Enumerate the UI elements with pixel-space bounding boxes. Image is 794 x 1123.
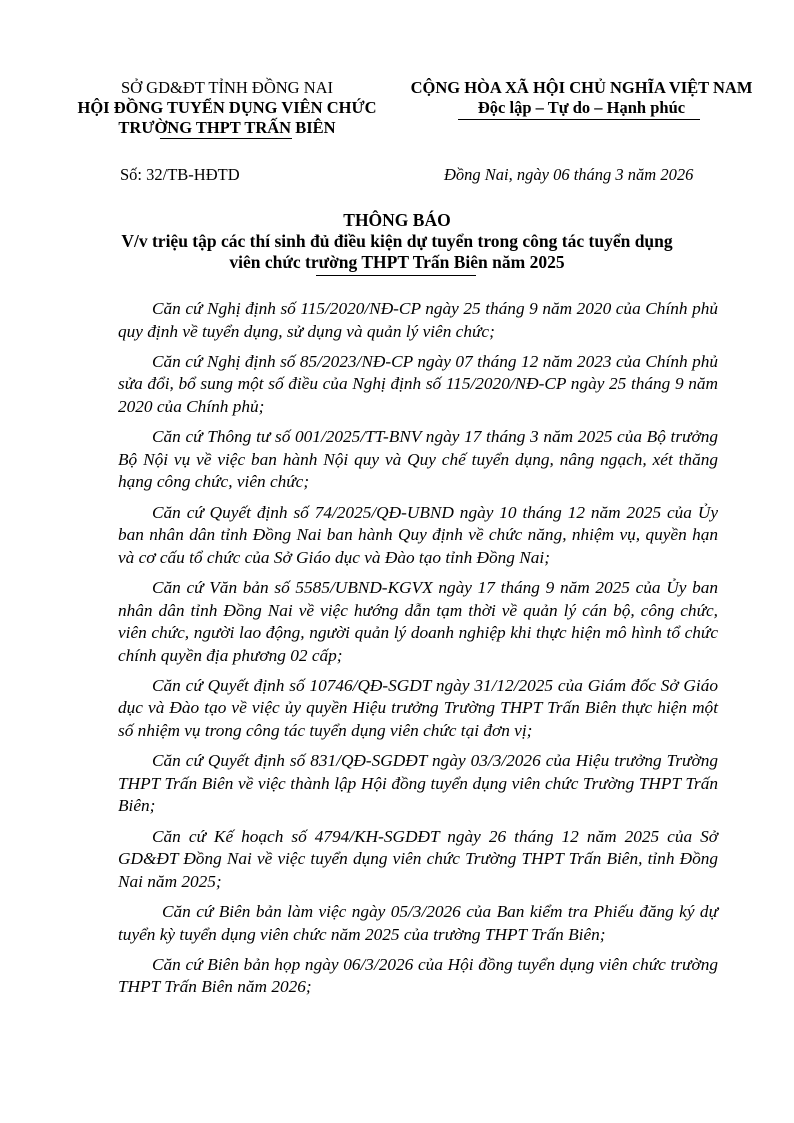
department-name: SỞ GD&ĐT TỈNH ĐỒNG NAI	[120, 78, 334, 97]
title-subject-line-1: V/v triệu tập các thí sinh đủ điều kiện dự tuyển trong công tác tuyển dụng	[121, 231, 673, 251]
country-name: CỘNG HÒA XÃ HỘI CHỦ NGHĨA VIỆT NAM	[410, 78, 753, 97]
legal-basis-paragraph: Căn cứ Kế hoạch số 4794/KH-SGDĐT ngày 26 tháng 12 năm 2025 của Sở GD&ĐT Đồng Nai về việc tuyển dụng viên chức Trường THPT Trấn Biên, tỉnh Đồng Nai năm 2025;	[118, 826, 718, 891]
school-name: TRƯỜNG THPT TRẤN BIÊN	[118, 118, 336, 137]
legal-basis-paragraph: Căn cứ Nghị định số 115/2020/NĐ-CP ngày 25 tháng 9 năm 2020 của Chính phủ quy định về tuyển dụng, sử dụng và quản lý viên chức;	[118, 299, 718, 341]
legal-basis-paragraph: Căn cứ Văn bản số 5585/UBND-KGVX ngày 17 tháng 9 năm 2025 của Ủy ban nhân dân tỉnh Đồng Nai về việc hướng dẫn tạm thời về quản lý cán bộ, công chức, viên chức, người lao động, người quản lý doanh nghiệp khi thực hiện mô hình tổ chức chính quyền địa phương 02 cấp;	[118, 577, 718, 665]
agency-underline	[160, 138, 292, 139]
legal-basis-paragraph: Căn cứ Quyết định số 831/QĐ-SGDĐT ngày 03/3/2026 của Hiệu trưởng Trường THPT Trấn Biên về việc thành lập Hội đồng tuyển dụng viên chức Trường THPT Trấn Biên;	[118, 751, 718, 816]
document-title	[60, 210, 734, 273]
motto-underline	[458, 119, 700, 120]
subject-underline	[316, 275, 476, 276]
national-header	[394, 78, 769, 118]
council-name: HỘI ĐỒNG TUYỂN DỤNG VIÊN CHỨC	[77, 98, 377, 117]
legal-basis-paragraph: Căn cứ Biên bản làm việc ngày 05/3/2026 của Ban kiểm tra Phiếu đăng ký dự tuyển kỳ tuyển dụng viên chức năm 2025 của trường THPT Trấn Biên;	[118, 902, 718, 944]
national-motto: Độc lập – Tự do – Hạnh phúc	[477, 98, 686, 117]
legal-basis-paragraph: Căn cứ Biên bản họp ngày 06/3/2026 của Hội đồng tuyển dụng viên chức trường THPT Trấn Biên năm 2026;	[118, 954, 718, 997]
issuing-agency-header	[62, 78, 392, 138]
legal-basis-paragraph: Căn cứ Quyết định số 74/2025/QĐ-UBND ngày 10 tháng 12 năm 2025 của Ủy ban nhân dân tỉnh Đồng Nai ban hành Quy định về chức năng, nhiệm vụ, quyền hạn và cơ cấu tổ chức của Sở Giáo dục và Đào tạo tỉnh Đồng Nai;	[118, 502, 718, 567]
legal-basis-section	[118, 298, 718, 1007]
legal-basis-paragraph: Căn cứ Thông tư số 001/2025/TT-BNV ngày 17 tháng 3 năm 2025 của Bộ trưởng Bộ Nội vụ về việc ban hành Nội quy và Quy chế tuyển dụng, nâng ngạch, xét thăng hạng công chức, viên chức;	[118, 427, 718, 492]
legal-basis-paragraph: Căn cứ Nghị định số 85/2023/NĐ-CP ngày 07 tháng 12 năm 2023 của Chính phủ sửa đổi, bổ sung một số điều của Nghị định số 115/2020/NĐ-CP ngày 25 tháng 9 năm 2020 của Chính phủ;	[118, 351, 718, 416]
reference-number: Số: 32/TB-HĐTD	[120, 165, 240, 184]
title-subject-line-2: viên chức trường THPT Trấn Biên năm 2025	[229, 252, 565, 272]
legal-basis-paragraph: Căn cứ Quyết định số 10746/QĐ-SGDT ngày 31/12/2025 của Giám đốc Sở Giáo dục và Đào tạo về việc ủy quyền Hiệu trưởng Trường THPT Trấn Biên thực hiện một số nhiệm vụ trong công tác tuyển dụng viên chức tại đơn vị;	[118, 675, 718, 741]
title-heading: THÔNG BÁO	[343, 210, 451, 230]
place-date: Đồng Nai, ngày 06 tháng 3 năm 2026	[444, 165, 694, 184]
